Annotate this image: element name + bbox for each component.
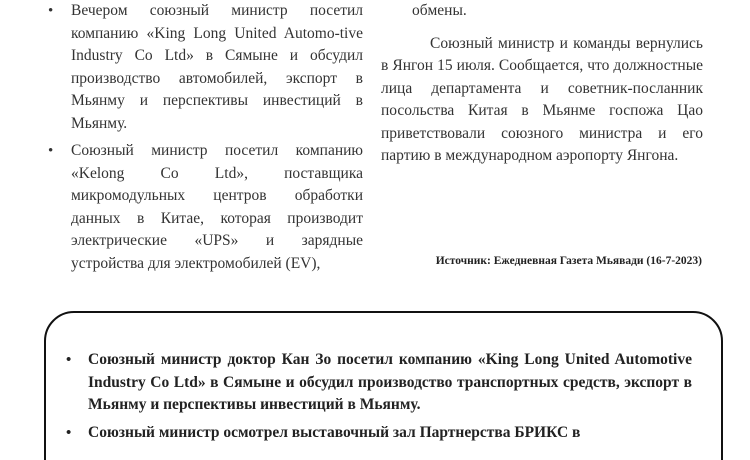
bullet-text: Союзный министр доктор Кан Зо посетил компанию «King Long United Automotive Industry Co Ltd» в Сямыне и обсудил производство транспортных средств, экспорт в Мьянму и перспективы инвестиций в Мьянму.	[88, 351, 692, 414]
source-caption: Источник: Ежедневная Газета Мьявади (16-7-2023)	[435, 255, 702, 267]
right-column	[381, 0, 703, 168]
list-item	[64, 422, 692, 445]
paragraph-tail: обмены.	[412, 2, 467, 19]
bullet-icon: •	[48, 143, 54, 159]
list-item	[45, 140, 363, 275]
left-bullet-list	[45, 0, 363, 275]
bullet-icon: •	[66, 425, 72, 442]
bullet-icon: •	[48, 3, 54, 19]
left-column	[45, 0, 363, 280]
list-item	[64, 349, 692, 417]
paragraph: Союзный министр и команды вернулись в Янгон 15 июля. Сообщается, что должностные лица департамента и советник-посланник посольства Китая в Мьянме госпожа Цао приветствовали союзного министра и его партию в международном аэропорту Янгона.	[381, 34, 703, 164]
bullet-text: Союзный министр осмотрел выставочный зал Партнерства БРИКС в	[88, 424, 581, 442]
summary-box	[44, 311, 723, 460]
list-item	[45, 0, 363, 135]
bullet-text: Вечером союзный министр посетил компанию «King Long United Automo-tive Industry Co Ltd» в Сямыне и обсудил производство автомобилей, экспорт в Мьянму и перспективы инвестиций в Мьянму.	[71, 2, 363, 132]
summary-bullet-list	[64, 349, 692, 450]
bullet-icon: •	[66, 352, 72, 368]
bullet-text: Союзный министр посетил компанию «Kelong Co Ltd», поставщика микромодульных центров обработки данных в Китае, которая производит электрические «UPS» и зарядные устройства для электромобилей (EV),	[71, 142, 363, 272]
